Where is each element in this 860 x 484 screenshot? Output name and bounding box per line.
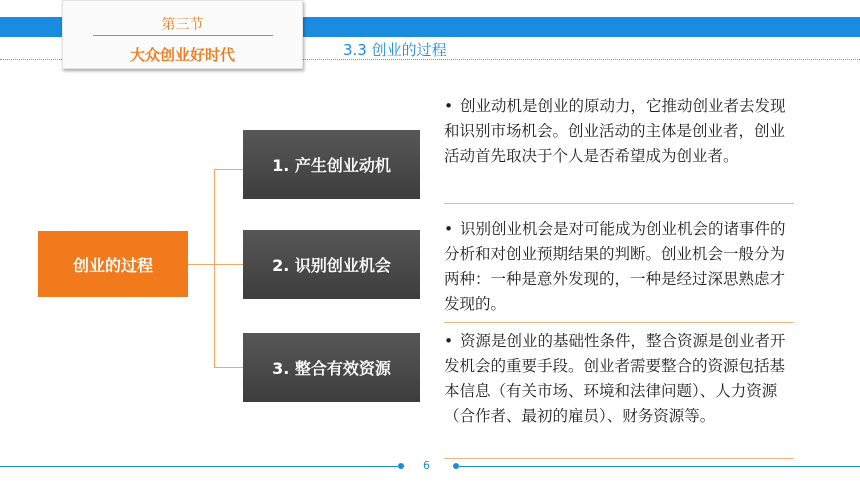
description-text: 资源是创业的基础性条件，整合资源是创业者开发机会的重要手段。创业者需要整合的资源包括基本信息（有关市场、环境和法律问题）、人力资源（合作者、最初的雇员）、财务资源等。 [444, 332, 786, 425]
bullet-icon: • [444, 97, 454, 115]
step-box-1: 1. 产生创业动机 [243, 130, 420, 199]
page-subtitle: 3.3 创业的过程 [343, 41, 447, 59]
section-divider [93, 35, 273, 36]
connector-root [188, 264, 215, 265]
connector-step-2 [214, 264, 243, 265]
footer-line-right [459, 466, 860, 467]
description-text: 创业动机是创业的原动力，它推动创业者去发现和识别市场机会。创业活动的主体是创业者，创业活动首先取决于个人是否希望成为创业者。 [444, 97, 786, 165]
bullet-icon: • [444, 220, 454, 238]
connector-step-1 [214, 169, 243, 170]
footer-line-left [0, 466, 398, 467]
step-box-3: 3. 整合有效资源 [243, 333, 420, 402]
page-number: 6 [423, 459, 430, 472]
connector-vertical [214, 169, 215, 367]
description-divider [444, 458, 794, 459]
section-title: 大众创业好时代 [129, 46, 235, 64]
step-description-2 [444, 217, 794, 317]
diagram-root-box: 创业的过程 [38, 231, 188, 297]
header-bar-right [303, 17, 860, 37]
description-text: 识别创业机会是对可能成为创业机会的诸事件的分析和对创业预期结果的判断。创业机会一般分为两种：一种是意外发现的，一种是经过深思熟虑才发现的。 [444, 220, 786, 313]
step-box-2: 2. 识别创业机会 [243, 230, 420, 299]
description-divider [444, 203, 794, 204]
bullet-icon: • [444, 332, 454, 350]
connector-step-3 [214, 367, 243, 368]
header-bar-left [0, 17, 62, 37]
step-description-1 [444, 94, 794, 169]
section-label-box [62, 0, 303, 69]
section-number: 第三节 [161, 17, 204, 33]
step-description-3 [444, 329, 794, 429]
description-divider [444, 322, 794, 323]
footer-dot-left [398, 463, 404, 469]
